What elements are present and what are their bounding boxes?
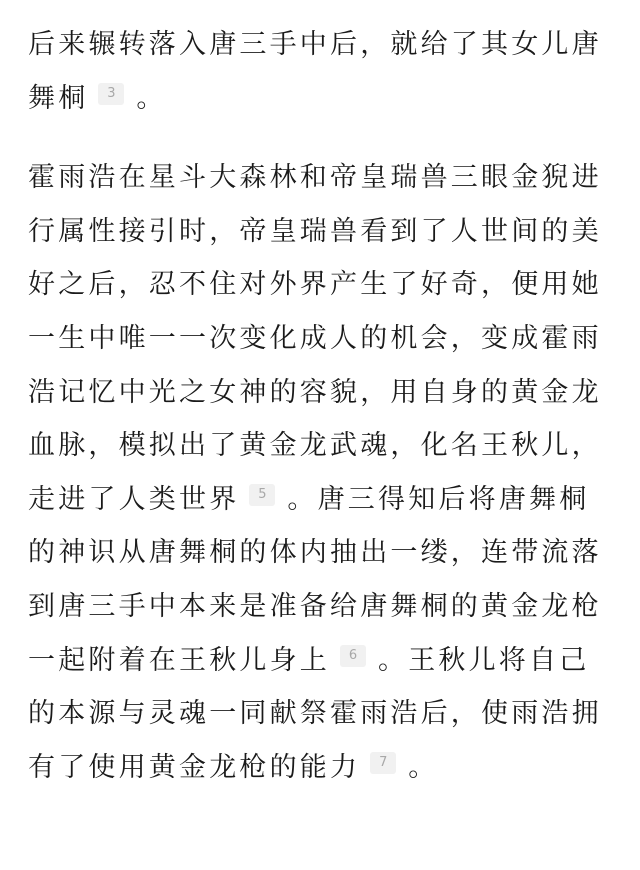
paragraph-text: 霍雨浩在星斗大森林和帝皇瑞兽三眼金猊进行属性接引时，帝皇瑞兽看到了人世间的美好之后，忍不住对外界产生了好奇，便用她一生中唯一一次变化成人的机会，变成霍雨浩记忆中光之女神的容貌，用自身的黄金龙血脉，模拟出了黄金龙武魂，化名王秋儿，走进了人类世界 — [28, 162, 602, 515]
citation-ref-6[interactable]: 6 — [340, 645, 366, 667]
citation-ref-5[interactable]: 5 — [249, 484, 275, 506]
paragraph-text: 。 — [408, 751, 439, 783]
paragraph-text: 。 — [136, 82, 167, 114]
paragraph-text: 后来辗转落入唐三手中后，就给了其女儿唐舞桐 — [28, 29, 602, 114]
citation-ref-3[interactable]: 3 — [98, 83, 124, 105]
paragraph-2 — [28, 151, 618, 794]
citation-ref-7[interactable]: 7 — [370, 752, 396, 774]
paragraph-1 — [28, 18, 618, 125]
article-body — [28, 18, 618, 794]
paragraph-text: 。唐三得知后将唐舞桐的神识从唐舞桐的体内抽出一缕，连带流落到唐三手中本来是准备给唐舞桐的黄金龙枪一起附着在王秋儿身上 — [28, 483, 602, 676]
paragraph-text: 。王秋儿将自己的本源与灵魂一同献祭霍雨浩后，使雨浩拥有了使用黄金龙枪的能力 — [28, 644, 602, 783]
